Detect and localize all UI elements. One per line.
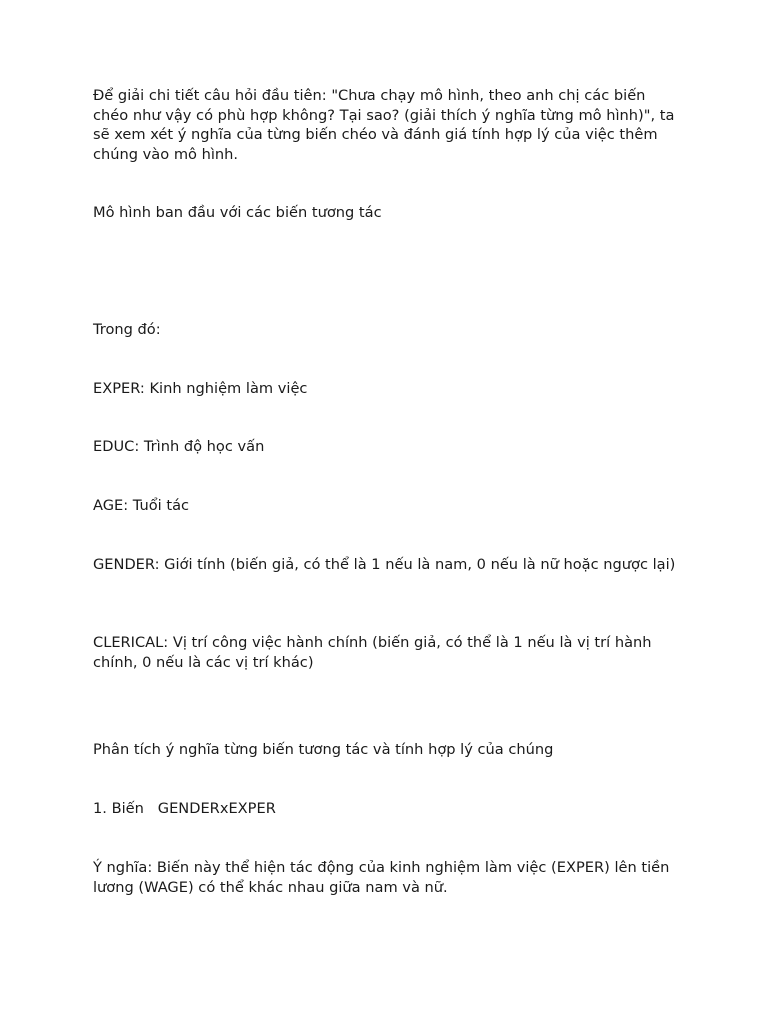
item1-title: 1. Biến GENDERxEXPER [93,800,276,817]
variable-gender: GENDER: Giới tính (biến giả, có thể là 1 nếu là nam, 0 nếu là nữ hoặc ngược lại) [93,556,676,573]
intro-paragraph: Để giải chi tiết câu hỏi đầu tiên: "Chưa chạy mô hình, theo anh chị các biến chéo như vậy có phù hợp không? Tại sao? (giải thích ý nghĩa từng mô hình)", ta sẽ xem xét ý nghĩa của từng biến chéo và đánh giá tính hợp lý của việc thêm chúng vào mô hình. [93,87,675,163]
model-heading: Mô hình ban đầu với các biến tương tác [93,204,382,221]
variable-clerical: CLERICAL: Vị trí công việc hành chính (biến giả, có thể là 1 nếu là vị trí hành chính, 0 nếu là các vị trí khác) [93,634,652,671]
where-label: Trong đó: [93,321,161,338]
variable-exper: EXPER: Kinh nghiệm làm việc [93,380,308,397]
variable-age: AGE: Tuổi tác [93,497,190,514]
variable-educ: EDUC: Trình độ học vấn [93,438,265,455]
item1-meaning: Ý nghĩa: Biến này thể hiện tác động của kinh nghiệm làm việc (EXPER) lên tiền lương (WAGE) có thể khác nhau giữa nam và nữ. [93,859,670,896]
analysis-heading: Phân tích ý nghĩa từng biến tương tác và tính hợp lý của chúng [93,741,554,758]
